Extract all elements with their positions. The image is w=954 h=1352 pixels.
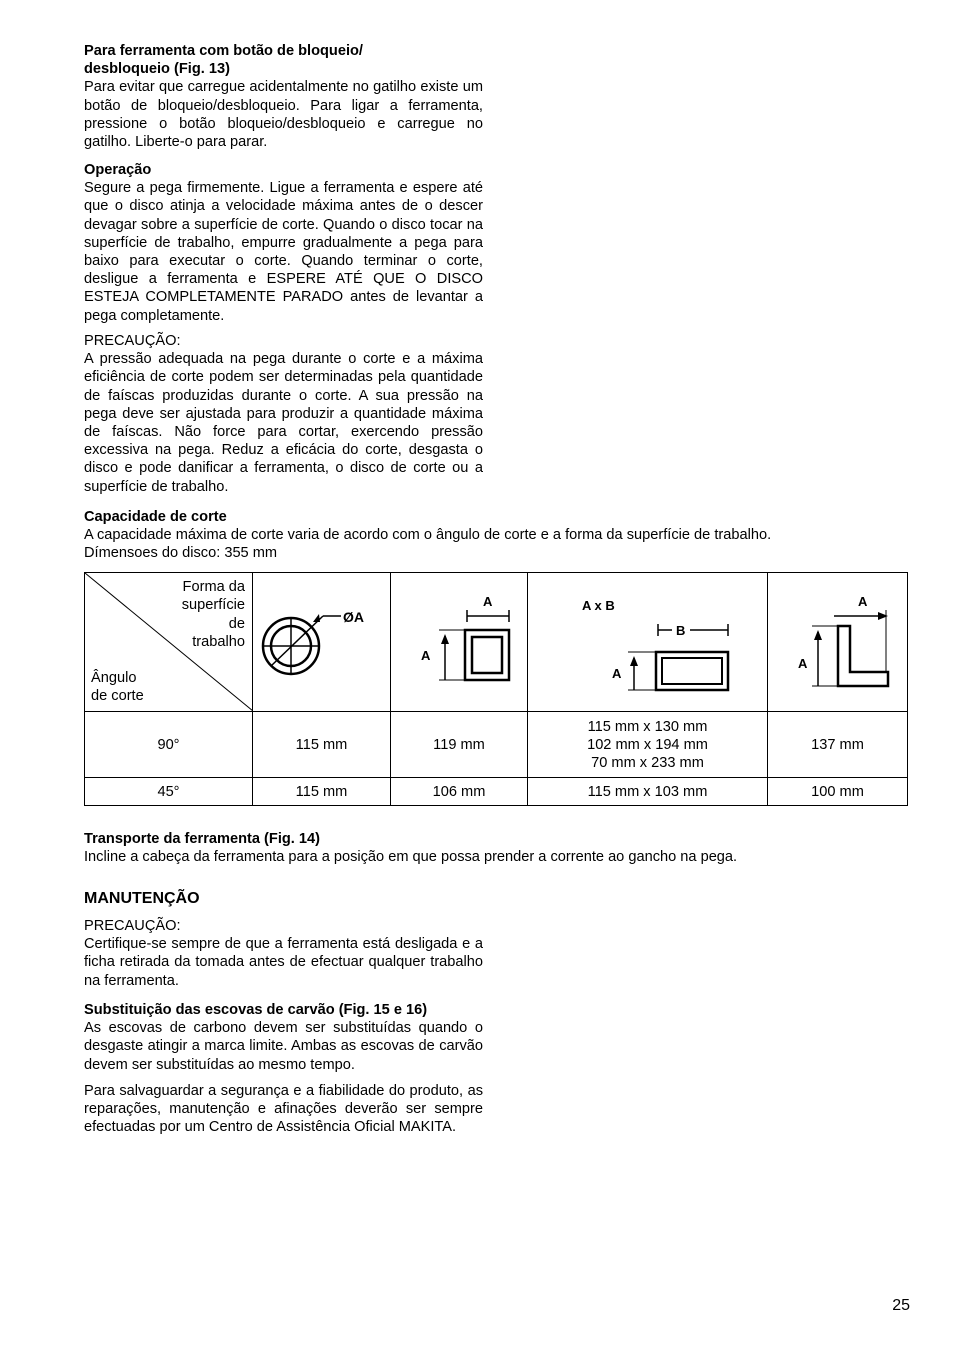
angle-iron-value-cell: 100 mm [768,778,908,806]
square-value-cell: 119 mm [391,712,528,778]
lock-button-body: Para evitar que carregue acidentalmente no gatilho existe um botão de bloqueio/desbloqueio. Para ligar a ferramenta, pressione o botão bloqueio/desbloqueio e carregue no gatilho. Liberte-o para parar. [84,79,483,151]
rect-value-cell [528,712,768,778]
round-value-cell: 115 mm [253,712,391,778]
operation-caution-body: A pressão adequada na pega durante o corte e a máxima eficiência de corte podem ser determinadas pela quantidade de faíscas produzidas durante o corte. A sua pressão na pega deve ser ajustada para produzir a quantidade máxima de faíscas. Não force para cortar, exercendo pressão excessiva na pega. Reduz a eficácia do corte, desgasta o disco e pode danificar a ferramenta, o disco de corte ou a superfície de trabalho. [84,351,483,495]
table-row [85,778,908,806]
round-diameter-label: ØA [342,609,364,625]
shape-header-line: trabalho [192,633,245,650]
rectangular-tube-figure [538,592,758,692]
rect-value-cell [528,778,768,806]
rect-value-line: 115 mm x 103 mm [587,783,708,800]
square-tube-figure [399,592,519,692]
angle-cell: 90° [85,712,253,778]
angle-width-label: A [857,594,867,609]
shape-header-line: de [228,615,245,632]
shape-header-line: superfície [181,597,245,614]
brushes-body: As escovas de carbono devem ser substituídas quando o desgaste atingir a marca limite. Ambas as escovas de carvão devem ser substituídas ao mesmo tempo. [84,1020,483,1073]
safety-section [84,1082,483,1137]
capacity-heading: Capacidade de corte [84,509,227,525]
lock-button-section [84,42,483,151]
rect-value-line: 70 mm x 233 mm [591,754,704,771]
table-corner-header [85,573,253,712]
rect-value-line: 115 mm x 130 mm [587,718,708,735]
rect-height-label: A [611,666,621,681]
transport-section [84,830,906,866]
maintenance-caution [84,917,483,990]
maintenance-heading: MANUTENÇÃO [84,890,200,907]
capacity-section [84,508,906,563]
maintenance-caution-body: Certifique-se sempre de que a ferramenta está desligada e a ficha retirada da tomada antes de efectuar qualquer trabalho na ferramenta. [84,936,483,989]
transport-heading: Transporte da ferramenta (Fig. 14) [84,831,320,847]
round-shape-cell [253,573,391,712]
square-value-cell: 106 mm [391,778,528,806]
angle-header [91,669,144,706]
operation-heading: Operação [84,162,152,178]
angle-iron-figure [778,592,898,692]
rect-width-label: B [675,623,685,638]
square-height-label: A [421,648,431,663]
rectangle-shape-cell [528,573,768,712]
table-row [85,712,908,778]
rect-size-title: A x B [581,598,615,613]
brushes-heading: Substituição das escovas de carvão (Fig. 15 e 16) [84,1002,428,1018]
round-value-cell: 115 mm [253,778,391,806]
angle-height-label: A [797,656,807,671]
capacity-table [84,572,908,806]
square-width-label: A [483,594,493,609]
page-number: 25 [892,1297,910,1314]
rect-value-line: 102 mm x 194 mm [587,736,708,753]
capacity-line2: Dímensoes do disco: 355 mm [84,545,278,562]
operation-caution [84,332,483,496]
round-pipe-figure [257,592,387,692]
safety-body: Para salvaguardar a segurança e a fiabilidade do produto, as reparações, manutenção e afinações deverão ser sempre efectuadas por um Centro de Assistência Oficial MAKITA. [84,1083,483,1136]
table-header-row [85,573,908,712]
angle-shape-cell [768,573,908,712]
maintenance-section [84,890,483,908]
operation-body: Segure a pega firmemente. Ligue a ferramenta e espere até que o disco atinja a velocidade máxima antes de o descer devagar sobre a superfície de corte. Quando o disco tocar na superfície de trabalho, empurre gradualmente a pega para baixo para executar o corte. Quando terminar o corte, desligue a ferramenta e ESPERE ATÉ QUE O DISCO ESTEJA COMPLETAMENTE PARADO antes de levantar a pega completamente. [84,180,483,324]
maintenance-caution-label: PRECAUÇÃO: [84,918,181,934]
angle-header-line: Ângulo [91,670,137,686]
angle-cell: 45° [85,778,253,806]
angle-iron-value-cell: 137 mm [768,712,908,778]
lock-button-heading-line2: desbloqueio (Fig. 13) [84,61,230,78]
capacity-line1: A capacidade máxima de corte varia de acordo com o ângulo de corte e a forma da superfície de trabalho. [84,527,772,544]
operation-caution-label: PRECAUÇÃO: [84,333,181,349]
shape-header [182,578,245,651]
brushes-section [84,1001,483,1074]
shape-header-line: Forma da [182,579,245,595]
transport-body: Incline a cabeça da ferramenta para a posição em que possa prender a corrente ao gancho na pega. [84,849,738,866]
operation-section [84,161,483,325]
square-shape-cell [391,573,528,712]
lock-button-heading-line1: Para ferramenta com botão de bloqueio/ [84,43,363,59]
angle-header-line: de corte [91,688,144,705]
